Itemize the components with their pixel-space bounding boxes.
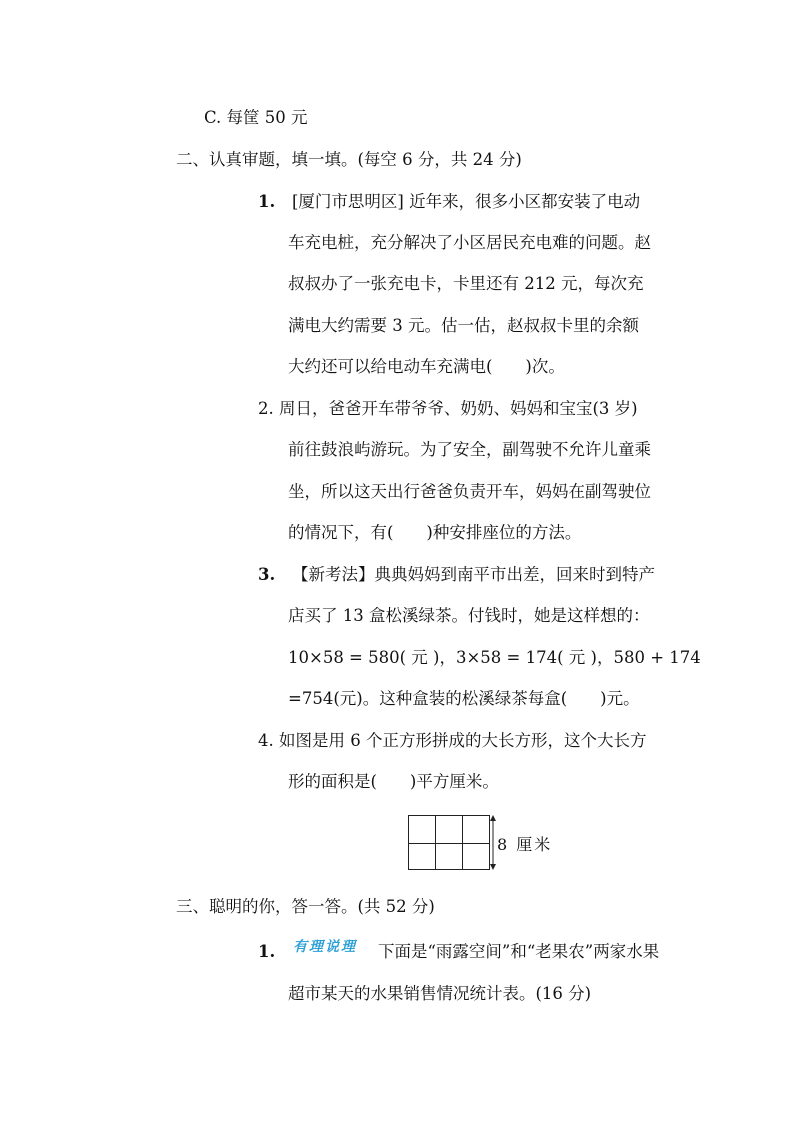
question-1-line-5: 大约还可以给电动车充满电( )次。 — [288, 357, 565, 376]
question-1-line-2: 车充电桩，充分解决了小区居民充电难的问题。赵 — [288, 233, 651, 252]
question-3-line-1: 【新考法】典典妈妈到南平市出差，回来时到特产 — [292, 565, 655, 584]
question-3-line-3: 10×58 = 580( 元 )，3×58 = 174( 元 )，580 + 174 — [288, 648, 701, 667]
question-4-line-2: 形的面积是( )平方厘米。 — [288, 772, 499, 791]
measure-arrow-icon — [489, 815, 497, 870]
question-1-line-1: [厦门市思明区] 近年来，很多小区都安装了电动 — [292, 192, 641, 211]
question-2-line-1: 2. 周日，爸爸开车带爷爷、奶奶、妈妈和宝宝(3 岁) — [258, 399, 638, 418]
question-4-line-1: 4. 如图是用 6 个正方形拼成的大长方形，这个大长方 — [258, 731, 647, 750]
question-2-line-4: 的情况下，有( )种安排座位的方法。 — [288, 523, 582, 542]
section-3-question-1-line-2: 超市某天的水果销售情况统计表。(16 分) — [288, 984, 592, 1003]
section-3-header: 三、聪明的你，答一答。(共 52 分) — [176, 897, 435, 916]
question-2-line-2: 前往鼓浪屿游玩。为了安全，副驾驶不允许儿童乘 — [288, 440, 651, 459]
question-1-number: 1. — [258, 192, 276, 211]
question-1-line-4: 满电大约需要 3 元。估一估，赵叔叔卡里的余额 — [288, 316, 639, 335]
question-3-number: 3. — [258, 565, 276, 584]
reasoning-badge: 有理说理 — [293, 939, 357, 955]
section-2-header: 二、认真审题，填一填。(每空 6 分，共 24 分) — [176, 150, 522, 169]
question-3-line-4: =754(元)。这种盒装的松溪绿茶每盒( )元。 — [288, 689, 640, 708]
figure-label: 8 厘米 — [497, 835, 553, 854]
question-2-line-3: 坐，所以这天出行爸爸负责开车，妈妈在副驾驶位 — [288, 482, 651, 501]
option-c: C. 每筐 50 元 — [204, 108, 308, 127]
rectangle-figure — [408, 815, 490, 870]
question-3-line-2: 店买了 13 盒松溪绿茶。付钱时，她是这样想的： — [288, 606, 650, 625]
question-1-line-3: 叔叔办了一张充电卡，卡里还有 212 元，每次充 — [288, 274, 644, 293]
section-3-question-1-number: 1. — [258, 942, 276, 961]
section-3-question-1-line-1: 下面是“雨露空间”和“老果农”两家水果 — [378, 942, 660, 961]
